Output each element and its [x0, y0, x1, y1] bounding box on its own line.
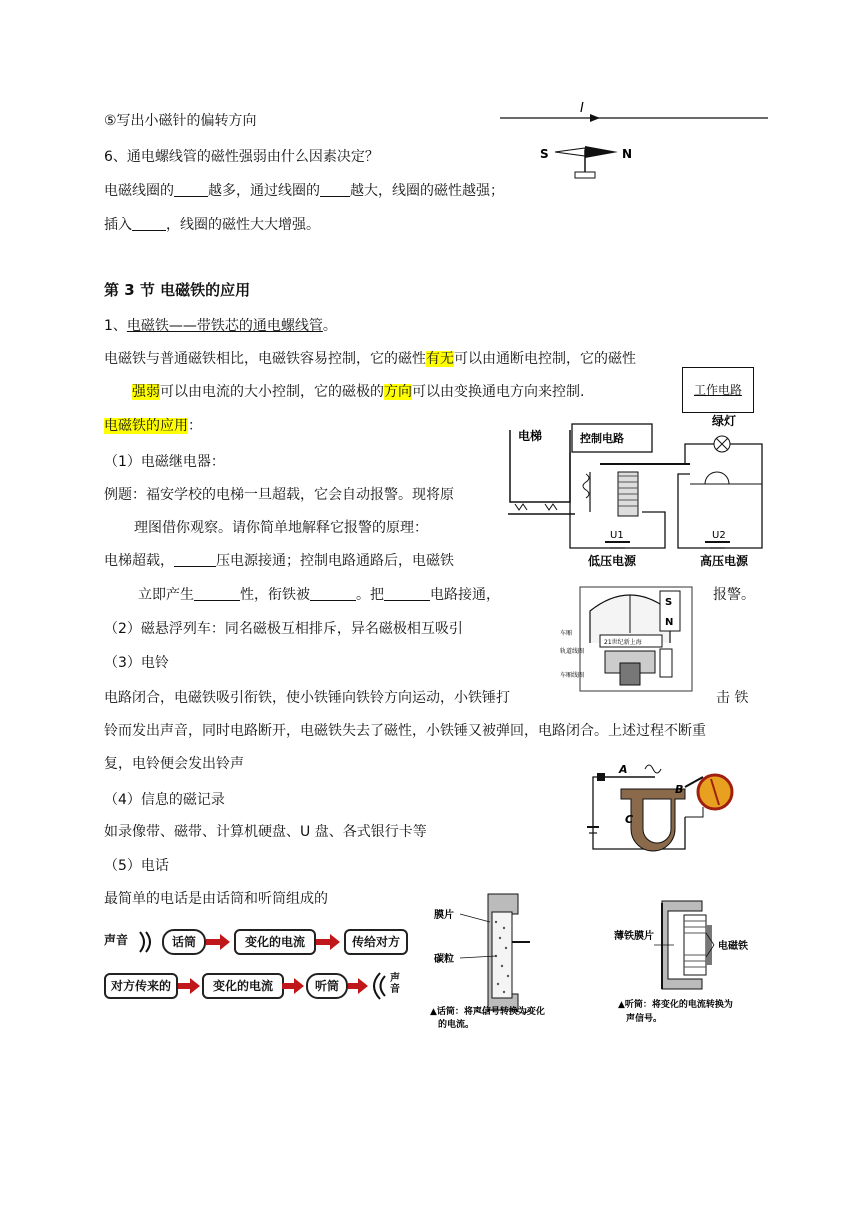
text-line: （2）磁悬浮列车：同名磁极互相排斥，异名磁极相互吸引	[104, 621, 463, 637]
text-line: ⑤写出小磁针的偏转方向	[104, 113, 257, 129]
green-light-label: 绿灯	[712, 414, 737, 428]
arrow-right-icon	[206, 934, 230, 950]
fill-blank[interactable]	[320, 182, 350, 197]
text-line: （3）电铃	[104, 655, 169, 671]
electric-bell-diagram	[585, 747, 735, 857]
chain-item: 声音	[104, 929, 134, 951]
car-coil-label: 车厢线圈	[560, 672, 585, 679]
armature-b-label: B	[675, 783, 684, 796]
text-line: 立即产生 性，衔铁被 。把 电路接通，	[138, 587, 500, 603]
text-line: 强弱可以由电流的大小控制，它的磁极的方向可以由变换通电方向来控制.	[132, 384, 585, 400]
control-circuit-label: 控制电路	[580, 432, 624, 445]
low-power-label: 低压电源	[588, 554, 637, 568]
contact-a-label: A	[619, 763, 628, 776]
text-line: 电梯超载， 压电源接通；控制电路通路后，电磁铁	[104, 553, 454, 569]
arrow-right-icon	[282, 978, 304, 994]
fill-blank[interactable]	[132, 216, 166, 231]
text-line: 最简单的电话是由话筒和听筒组成的	[104, 891, 328, 907]
fill-blank[interactable]	[174, 182, 208, 197]
telephone-chain	[104, 925, 404, 1005]
u2-label: U2	[712, 530, 726, 541]
chain-item: 对方传来的	[104, 973, 178, 999]
arrow-right-icon	[348, 978, 368, 994]
text-line: 电磁线圈的 越多，通过线圈的 越大，线圈的磁性越强；	[104, 183, 504, 199]
fill-blank[interactable]	[174, 552, 216, 567]
text-line: （1）电磁继电器：	[104, 454, 225, 470]
text-line: （5）电话	[104, 858, 169, 874]
banner-label: 21世纪新上海	[604, 639, 642, 646]
fill-blank[interactable]	[194, 586, 240, 601]
subheading: 电磁铁的应用：	[104, 418, 202, 434]
text-line: 铃而发出声音，同时电路断开，电磁铁失去了磁性，小铁锤又被弹回，电路闭合。上述过程不断重	[104, 723, 706, 739]
magnet-s-label: S	[665, 597, 673, 608]
chain-item: 声音	[386, 973, 404, 995]
sound-wave-icon	[368, 971, 386, 1001]
text-line: 1、电磁铁——带铁芯的通电螺线管。	[104, 318, 337, 334]
maglev-diagram	[560, 583, 695, 695]
needle-s-icon	[555, 148, 585, 156]
sound-wave-icon	[136, 929, 158, 955]
fill-blank[interactable]	[384, 586, 430, 601]
text-line: 复，电铃便会发出铃声	[104, 756, 244, 772]
text-line: 如录像带、磁带、计算机硬盘、U 盘、各式银行卡等	[104, 824, 427, 840]
work-circuit-box: 工作电路	[682, 367, 754, 413]
chain-item: 话筒	[162, 929, 206, 955]
mic-caption: ▲话筒：将声信号转换为变化	[430, 1007, 545, 1017]
earpiece-caption: 声信号。	[626, 1014, 663, 1024]
car-label: 车厢	[560, 630, 573, 637]
text-line: 理图借你观察。请你简单地解释它报警的原理：	[134, 520, 428, 536]
relay-diagram	[500, 412, 775, 572]
earpiece-caption: ▲听筒：将变化的电流转换为	[618, 1000, 733, 1010]
electromagnet-label: 电磁铁	[718, 941, 748, 952]
track-coil-label: 轨道线圈	[560, 648, 585, 655]
section-title: 第 3 节 电磁铁的应用	[104, 281, 251, 299]
fill-blank[interactable]	[310, 586, 356, 601]
u1-label: U1	[610, 530, 624, 541]
pole-s-label: S	[540, 147, 549, 161]
bell-icon	[705, 472, 729, 484]
magnet-c-label: C	[625, 813, 634, 826]
high-power-label: 高压电源	[700, 554, 749, 568]
arrow-right-icon	[316, 934, 340, 950]
elevator-label: 电梯	[518, 429, 543, 443]
chain-item: 听筒	[306, 973, 348, 999]
text-line: 电路闭合，电磁铁吸引衔铁，使小铁锤向铁铃方向运动，小铁锤打	[104, 690, 510, 706]
text-line: （4）信息的磁记录	[104, 792, 225, 808]
iron-membrane-label: 薄铁膜片	[614, 931, 654, 942]
text-line: 击 铁	[716, 690, 749, 706]
current-label: I	[580, 101, 584, 116]
carbon-label: 碳粒	[434, 954, 454, 965]
membrane-label: 膜片	[434, 910, 454, 921]
chain-item: 变化的电流	[234, 929, 316, 955]
arrow-icon	[590, 114, 600, 122]
pole-n-label: N	[622, 147, 633, 161]
chain-item: 传给对方	[344, 929, 408, 955]
compass-diagram	[500, 100, 770, 185]
text-line: 电磁铁与普通磁铁相比，电磁铁容易控制，它的磁性有无可以由通断电控制，它的磁性	[104, 351, 636, 367]
earpiece-diagram	[614, 895, 764, 1030]
needle-n-icon	[585, 146, 618, 158]
question-6: 6、通电螺线管的磁性强弱由什么因素决定？	[104, 149, 379, 165]
text-line: 插入 ，线圈的磁性大大增强。	[104, 217, 320, 233]
microphone-diagram	[430, 888, 580, 1028]
magnet-n-label: N	[665, 617, 674, 628]
arrow-right-icon	[178, 978, 200, 994]
chain-item: 变化的电流	[202, 973, 284, 999]
text-line: 报警。	[713, 587, 755, 603]
mic-caption: 的电流。	[438, 1020, 475, 1028]
text-line: 例题：福安学校的电梯一旦超载，它会自动报警。现将原	[104, 487, 454, 503]
